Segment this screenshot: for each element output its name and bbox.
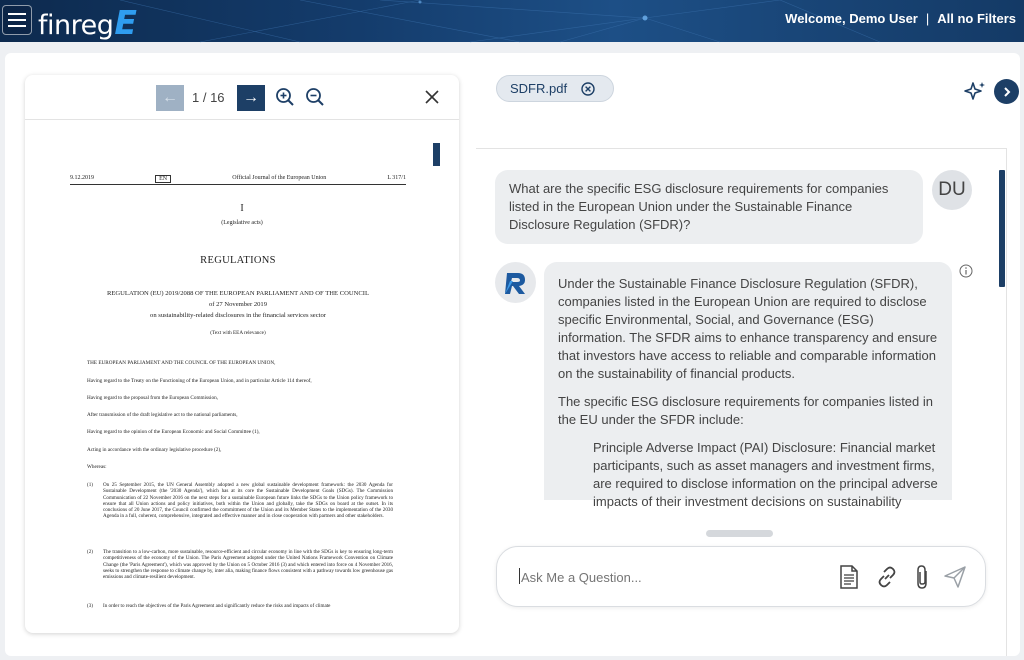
welcome-text: Welcome, Demo User xyxy=(785,11,918,26)
doc-recital: Having regard to the opinion of the European Economic and Social Committee (1), xyxy=(87,429,260,435)
paragraph-number: (3) xyxy=(87,603,93,609)
collapse-panel-button[interactable] xyxy=(994,79,1019,104)
doc-paragraph xyxy=(87,603,393,609)
doc-heading: REGULATIONS xyxy=(200,255,276,266)
doc-eea-note: (Text with EEA relevance) xyxy=(210,330,266,336)
hamburger-menu-button[interactable] xyxy=(2,5,32,35)
answer-paragraph: Under the Sustainable Finance Disclosure Regulation (SFDR), companies listed in the European Union are required to disclose specific Environmental, Social, and Governance (ESG) information. The SFDR aims to enhance transparency and ensure that investors have access to reliable and comparable information on the sustainability of financial products. xyxy=(558,276,938,381)
doc-recital: After transmission of the draft legislative act to the national parliaments, xyxy=(87,412,238,418)
document-icon[interactable] xyxy=(836,564,862,590)
user-avatar: DU xyxy=(932,170,972,210)
top-header xyxy=(0,0,1024,42)
bot-avatar xyxy=(495,262,536,303)
bot-logo-icon xyxy=(502,269,530,297)
answer-paragraph: Principle Adverse Impact (PAI) Disclosure: Financial market participants, such as asset managers and investment firms, are required to disclose information on the principal adverse impacts of their investment decisions on sustainability xyxy=(593,440,938,509)
reg-title-line-1: REGULATION (EU) 2019/2088 OF THE EUROPEAN PARLIAMENT AND OF THE COUNCIL xyxy=(106,290,370,297)
remove-file-icon[interactable] xyxy=(581,82,595,96)
text-caret xyxy=(519,568,520,584)
zoom-in-icon[interactable] xyxy=(273,85,297,109)
resize-handle[interactable] xyxy=(706,530,773,537)
pdf-toolbar xyxy=(25,75,459,120)
pdf-viewer-panel xyxy=(25,75,459,633)
doc-recital: Having regard to the Treaty on the Functioning of the European Union, and in particular Article 114 thereof, xyxy=(87,378,312,384)
user-question-bubble: What are the specific ESG disclosure requirements for companies listed in the European Union under the Sustainable Finance Disclosure Regulation (SFDR)? xyxy=(495,170,923,244)
close-icon[interactable] xyxy=(421,86,443,108)
file-chip[interactable] xyxy=(496,75,614,102)
logo-text: finreg xyxy=(38,10,114,41)
chat-right-border xyxy=(1006,148,1007,656)
doc-section-sub: (Legislative acts) xyxy=(221,220,263,226)
doc-regulation-title xyxy=(85,288,391,321)
doc-journal: Official Journal of the European Union xyxy=(232,175,327,181)
doc-recital: Whereas: xyxy=(87,464,107,470)
journal-header xyxy=(70,175,406,185)
paragraph-text: In order to reach the objectives of the Paris Agreement and significantly reduce the risks and impacts of climate xyxy=(103,603,331,609)
doc-date: 9.12.2019 xyxy=(70,175,94,181)
paragraph-text: The transition to a low-carbon, more sustainable, resource-efficient and circular economy in line with the SDGs is key to ensuring long-term competitiveness of the economy of the Union. The Paris Agreement adopted under the United Nations Framework Convention on Climate Change (the 'Paris Agreement'), which was approved by the Union on 5 October 2016 (3) and which entered into force on 4 November 2016, seeks to strengthen the response to climate change by, inter alia, making finance flows consistent with a pathway towards low greenhouse gas emissions and climate-resilient development. xyxy=(103,549,393,581)
chat-input-box xyxy=(496,546,986,607)
paragraph-number: (2) xyxy=(87,549,93,555)
pdf-page-content[interactable] xyxy=(25,121,459,633)
chat-scrollbar[interactable] xyxy=(999,170,1005,287)
pdf-scroll-indicator[interactable] xyxy=(433,143,440,166)
chevron-right-icon xyxy=(1001,86,1013,98)
header-user-area xyxy=(785,11,1016,26)
paragraph-text: On 25 September 2015, the UN General Assembly adopted a new global sustainable development framework: the 2030 Agenda for Sustainable Development (the '2030 Agenda'), which has at its core the Sustainable Development Goals (SDGs). The Commission Communication of 22 November 2016 on the next steps for a sustainable European future links the SDGs to the Union policy framework to ensure that all Union actions and policy initiatives, both within the Union and globally, take the SDGs on board at the outset. In its conclusions of 20 June 2017, the Council confirmed the commitment of the Union and its Member States to the implementation of the 2030 Agenda in a full, coherent, comprehensive, integrated and effective manner and in close cooperation with partners and other stakeholders. xyxy=(103,482,393,520)
filters-link[interactable]: All no Filters xyxy=(937,11,1016,26)
link-icon[interactable] xyxy=(874,564,900,590)
send-icon[interactable] xyxy=(942,564,968,590)
question-input[interactable] xyxy=(521,566,821,588)
attachment-icon[interactable] xyxy=(909,564,935,590)
sparkle-icon[interactable] xyxy=(963,80,987,104)
doc-lang: EN xyxy=(155,175,171,183)
logo-suffix: E xyxy=(114,3,137,42)
doc-recital: Having regard to the proposal from the European Commission, xyxy=(87,395,218,401)
prev-page-button[interactable]: ← xyxy=(156,85,184,111)
finreg-logo[interactable] xyxy=(38,3,136,42)
reg-title-line-2: of 27 November 2019 xyxy=(208,301,268,308)
file-chip-label: SDFR.pdf xyxy=(510,81,568,96)
doc-paragraph xyxy=(87,482,393,520)
info-icon[interactable] xyxy=(959,264,973,278)
answer-paragraph: The specific ESG disclosure requirements for companies listed in the EU under the SFDR include: xyxy=(558,394,933,427)
doc-recital: THE EUROPEAN PARLIAMENT AND THE COUNCIL OF THE EUROPEAN UNION, xyxy=(87,360,276,366)
paragraph-number: (1) xyxy=(87,482,93,488)
doc-page-ref: L 317/1 xyxy=(387,175,406,181)
doc-paragraph xyxy=(87,549,393,580)
doc-recital: Acting in accordance with the ordinary legislative procedure (2), xyxy=(87,447,222,453)
reg-title-line-3: on sustainability-related disclosures in the financial services sector xyxy=(150,312,326,319)
assistant-answer-bubble xyxy=(544,262,952,509)
next-page-button[interactable]: → xyxy=(237,85,265,111)
main-container xyxy=(5,53,1020,656)
page-indicator: 1 / 16 xyxy=(192,90,225,105)
zoom-out-icon[interactable] xyxy=(303,85,327,109)
header-separator: | xyxy=(925,11,930,26)
chat-header-divider xyxy=(476,148,1006,149)
doc-section-roman: I xyxy=(240,203,244,214)
